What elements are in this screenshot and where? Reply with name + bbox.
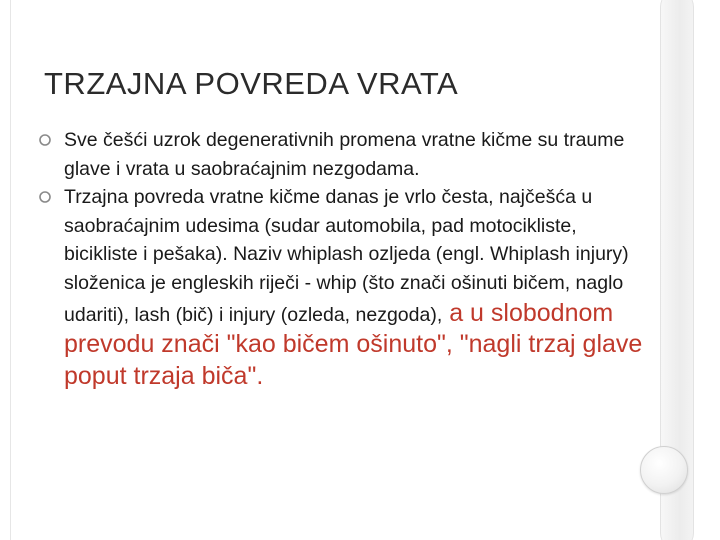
bullet-list bbox=[44, 126, 644, 392]
left-frame-line bbox=[10, 0, 11, 540]
slide-title: TRZAJNA POVREDA VRATA bbox=[44, 66, 459, 101]
circle-decoration-icon bbox=[640, 446, 688, 494]
bullet-text-1: Sve češći uzrok degenerativnih promena vratne kičme su traume glave i vrata u saobraćajnim nezgodama. bbox=[64, 129, 625, 180]
ring-bullet-icon bbox=[38, 133, 52, 147]
ring-bullet-icon bbox=[38, 190, 52, 204]
bullet-text-2: Trzajna povreda vratne kičme danas je vrlo česta, najčešća u saobraćajnim udesima (sudar automobila, pad motocikliste, bicikliste i pešaka). Naziv whiplash ozljeda (engl. Whiplash injury) složenica je engleskih riječi - whip (što znači ošinuti bičem, naglo udariti), lash (bič) i injury (ozleda, nezgoda), bbox=[64, 186, 629, 326]
bullet-item-2 bbox=[44, 183, 644, 392]
bullet-item-1 bbox=[44, 126, 644, 183]
bullet-highlight-text: a u slobodnom prevodu znači "kao bičem ošinuto", "nagli trzaj glave poput trzaja biča". bbox=[64, 298, 643, 390]
